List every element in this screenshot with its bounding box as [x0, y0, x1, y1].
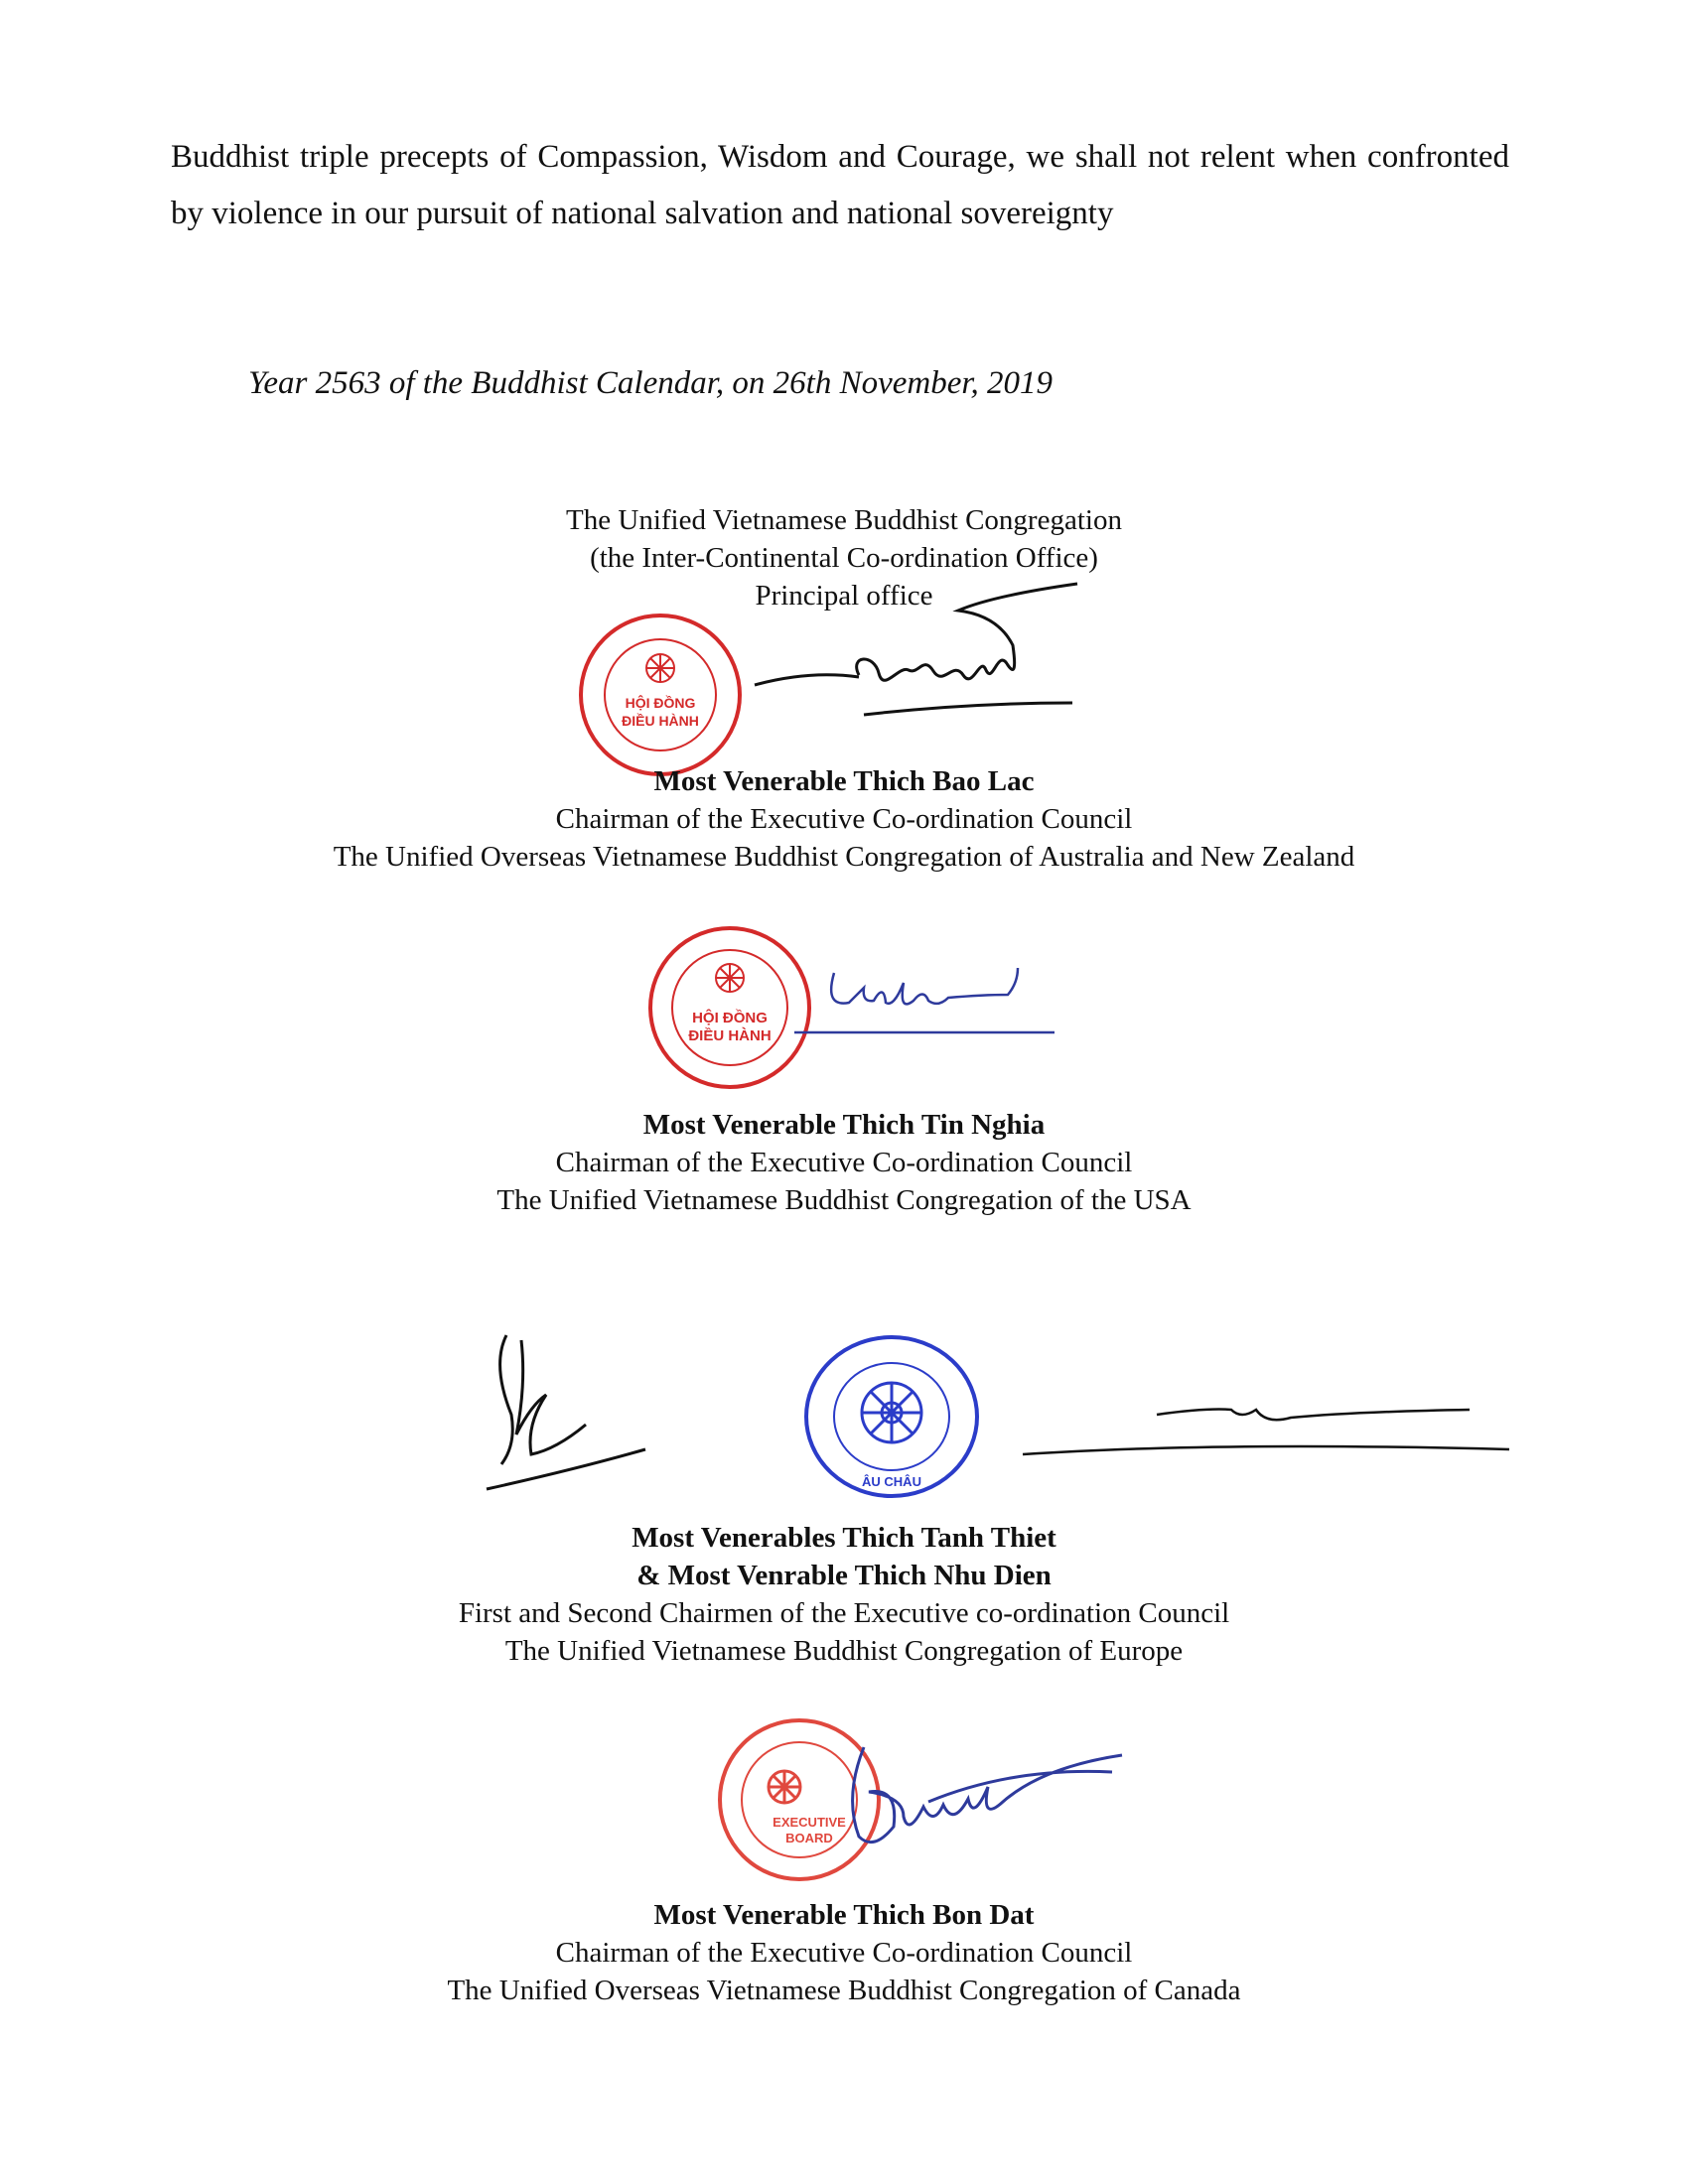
- seal-4-text-1: EXECUTIVE: [773, 1815, 846, 1830]
- seal-4-text-2: BOARD: [785, 1831, 833, 1845]
- signatory-4-title: Chairman of the Executive Co-ordination Council: [555, 1937, 1133, 1969]
- signature-3a: [477, 1325, 655, 1494]
- signatory-1-org: The Unified Overseas Vietnamese Buddhist Congregation of Australia and New Zealand: [333, 841, 1355, 873]
- signatory-1-block: [0, 762, 1688, 876]
- signatory-3-org: The Unified Vietnamese Buddhist Congregation of Europe: [504, 1635, 1184, 1667]
- signature-4: [814, 1727, 1132, 1866]
- seal-blue-icon: [802, 1335, 981, 1499]
- seal-red-icon: [645, 923, 814, 1092]
- header-line-3: Principal office: [755, 580, 933, 612]
- signatory-4-name: Most Venerable Thich Bon Dat: [653, 1899, 1035, 1931]
- seal-2-text-2: ĐIỀU HÀNH: [688, 1027, 772, 1044]
- seal-1-text-2: ĐIỀU HÀNH: [622, 713, 699, 729]
- date-line: Year 2563 of the Buddhist Calendar, on 26th November, 2019: [248, 365, 1054, 401]
- signature-3b: [1018, 1390, 1514, 1464]
- signatory-2-title: Chairman of the Executive Co-ordination Council: [555, 1147, 1133, 1178]
- signatory-3-block: [0, 1519, 1688, 1670]
- signatory-1-title: Chairman of the Executive Co-ordination Council: [555, 803, 1133, 835]
- signatory-2-org: The Unified Vietnamese Buddhist Congregation of the USA: [496, 1184, 1192, 1216]
- signatory-4-block: [0, 1896, 1688, 2009]
- body-paragraph: Buddhist triple precepts of Compassion, Wisdom and Courage, we shall not relent when confronted by violence in our pursuit of national salvation and national sovereignty: [171, 139, 1509, 231]
- signatory-2-block: [0, 1106, 1688, 1219]
- signature-1: [750, 576, 1087, 735]
- signatory-2-name: Most Venerable Thich Tin Nghia: [642, 1109, 1046, 1141]
- seal-red-icon: [576, 611, 745, 779]
- signatory-1-name: Most Venerable Thich Bao Lac: [653, 765, 1035, 797]
- signature-2: [794, 953, 1062, 1042]
- header-line-2: (the Inter-Continental Co-ordination Office): [590, 542, 1098, 574]
- signatory-3-title: First and Second Chairmen of the Executive co-ordination Council: [458, 1597, 1230, 1629]
- seal-1-text-1: HỘI ĐỒNG: [625, 695, 696, 711]
- signatory-3-name-line-1: Most Venerables Thich Tanh Thiet: [632, 1522, 1056, 1554]
- signatory-4-org: The Unified Overseas Vietnamese Buddhist Congregation of Canada: [447, 1975, 1241, 2006]
- seal-2-text-1: HỘI ĐỒNG: [692, 1010, 768, 1026]
- signatory-3-name-line-2: & Most Venrable Thich Nhu Dien: [636, 1560, 1052, 1591]
- header-line-1: The Unified Vietnamese Buddhist Congregation: [566, 504, 1122, 536]
- seal-3-text-1: ÂU CHÂU: [862, 1474, 921, 1489]
